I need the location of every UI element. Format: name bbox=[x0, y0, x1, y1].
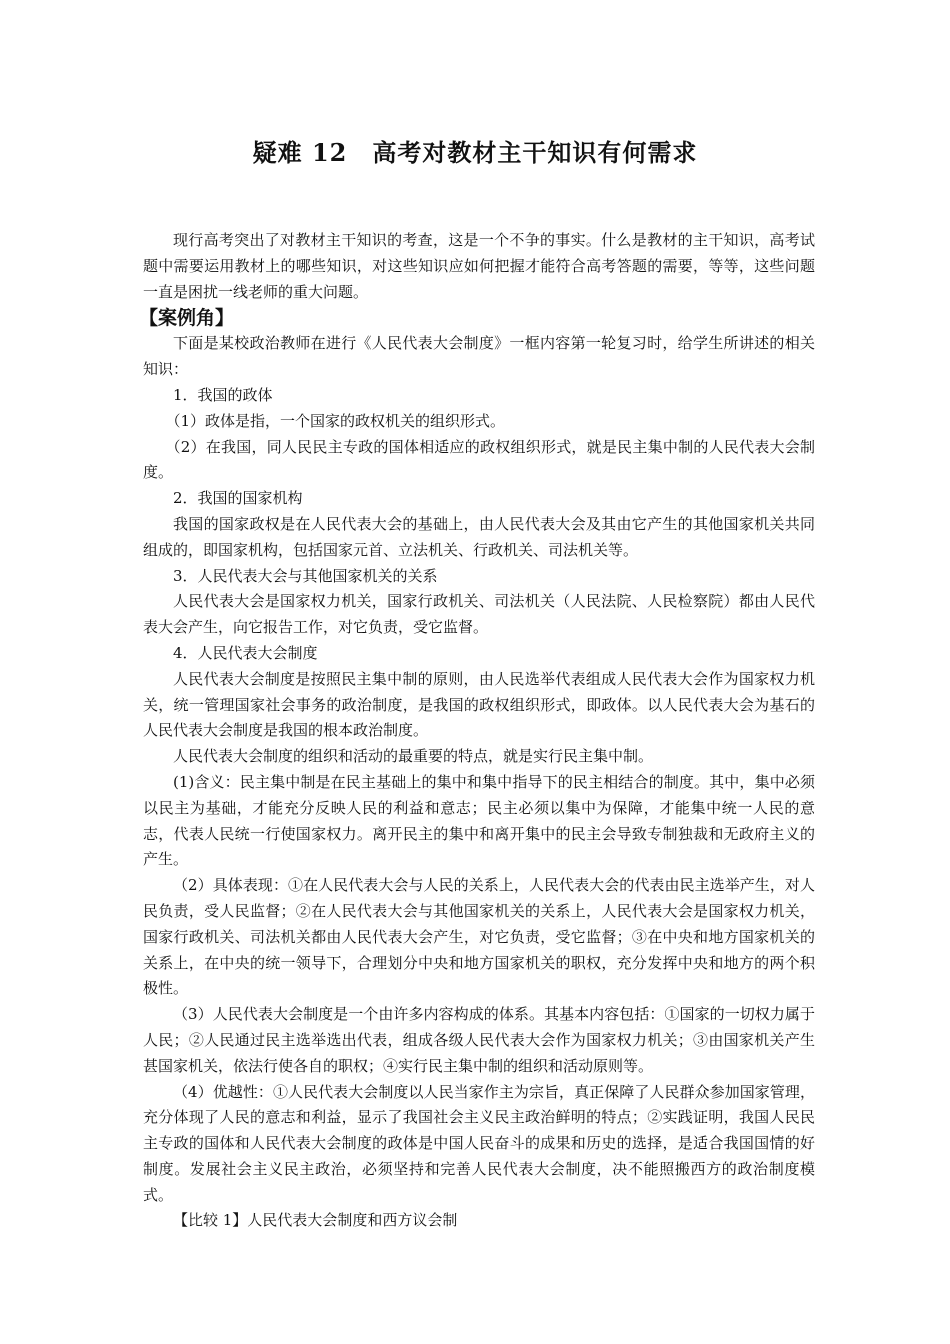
section-4-paragraph-6: （4）优越性：①人民代表大会制度以人民当家作主为宗旨，真正保障了人民群众参加国家管理，充分体现了人民的意志和利益，显示了我国社会主义民主政治鲜明的特点；②实践证明，我国人民民主专政的国体和人民代表大会制度的政体是中国人民奋斗的成果和历史的选择，是适合我国国情的好制度。发展社会主义民主政治，必须坚持和完善人民代表大会制度，决不能照搬西方的政治制度模式。 bbox=[143, 1082, 815, 1204]
intro-paragraph: 现行高考突出了对教材主干知识的考查，这是一个不争的事实。什么是教材的主干知识，高考试题中需要运用教材上的哪些知识，对这些知识应如何把握才能符合高考答题的需要，等等，这些问题一直是困扰一线老师的重大问题。 bbox=[143, 231, 815, 301]
section-4-paragraph-2: 人民代表大会制度的组织和活动的最重要的特点，就是实行民主集中制。 bbox=[173, 747, 654, 766]
section-2-title: 2．我国的国家机构 bbox=[173, 489, 303, 508]
section-4-paragraph-5: （3）人民代表大会制度是一个由许多内容构成的体系。其基本内容包括：①国家的一切权力属于人民；②人民通过民主选举选出代表，组成各级人民代表大会作为国家权力机关；③由国家机关产生甚国家机关，依法行使各自的职权；④实行民主集中制的组织和活动原则等。 bbox=[143, 1005, 815, 1075]
compare-1-heading: 【比较 1】人民代表大会制度和西方议会制 bbox=[173, 1211, 458, 1230]
page-title: 疑难 12 高考对教材主干知识有何需求 bbox=[252, 138, 698, 167]
section-2-paragraph-1: 我国的国家政权是在人民代表大会的基础上，由人民代表大会及其由它产生的其他国家机关共同组成的，即国家机构，包括国家元首、立法机关、行政机关、司法机关等。 bbox=[143, 514, 815, 559]
section-4-paragraph-1: 人民代表大会制度是按照民主集中制的原则，由人民选举代表组成人民代表大会作为国家权力机关，统一管理国家社会事务的政治制度，是我国的政权组织形式，即政体。以人民代表大会为基石的人民代表大会制度是我国的根本政治制度。 bbox=[143, 669, 815, 740]
section-heading: 【案例角】 bbox=[139, 307, 235, 330]
section-1-paragraph-2: （2）在我国，同人民民主专政的国体相适应的政权组织形式，就是民主集中制的人民代表大会制度。 bbox=[143, 437, 815, 482]
case-intro-paragraph: 下面是某校政治教师在进行《人民代表大会制度》一框内容第一轮复习时，给学生所讲述的相关知识： bbox=[143, 334, 815, 379]
document-body bbox=[139, 228, 815, 1234]
section-4-paragraph-4: （2）具体表现：①在人民代表大会与人民的关系上，人民代表大会的代表由民主选举产生，对人民负责，受人民监督；②在人民代表大会与其他国家机关的关系上，人民代表大会是国家权力机关，国家行政机关、司法机关都由人民代表大会产生，对它负责，受它监督；③在中央和地方国家机关的关系上，在中央的统一领导下，合理划分中央和地方国家机关的职权，充分发挥中央和地方的两个积极性。 bbox=[143, 876, 815, 998]
section-3-paragraph-1: 人民代表大会是国家权力机关，国家行政机关、司法机关（人民法院、人民检察院）都由人民代表大会产生，向它报告工作，对它负责，受它监督。 bbox=[143, 592, 815, 637]
section-3-title: 3．人民代表大会与其他国家机关的关系 bbox=[173, 566, 438, 585]
section-1-paragraph-1: （1）政体是指，一个国家的政权机关的组织形式。 bbox=[165, 411, 506, 430]
section-4-paragraph-3: (1)含义：民主集中制是在民主基础上的集中和集中指导下的民主相结合的制度。其中，集中必须以民主为基础，才能充分反映人民的利益和意志；民主必须以集中为保障，才能集中统一人民的意志，代表人民统一行使国家权力。离开民主的集中和离开集中的民主会导致专制独裁和无政府主义的产生。 bbox=[143, 772, 815, 869]
section-4-title: 4．人民代表大会制度 bbox=[173, 643, 318, 662]
section-1-title: 1．我国的政体 bbox=[173, 385, 273, 404]
